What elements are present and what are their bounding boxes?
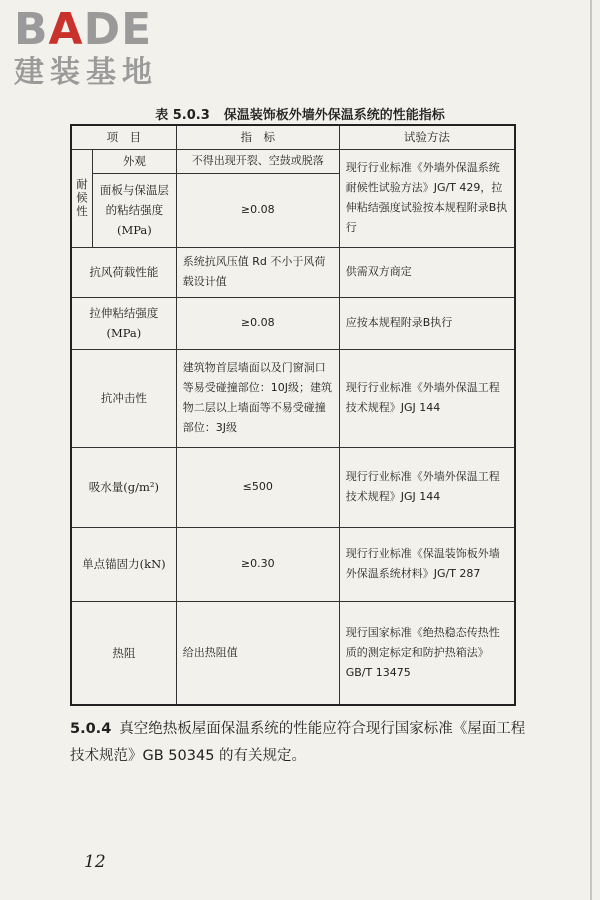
row-method: 现行行业标准《外墙外保温系统耐候性试验方法》JG/T 429，拉伸粘结强度试验按本规程附录B执行: [339, 149, 515, 247]
row-indicator: 建筑物首层墙面以及门窗洞口等易受碰撞部位：10J级；建筑物二层以上墙面等不易受碰撞部位：3J级: [176, 349, 339, 447]
row-method: 供需双方商定: [339, 247, 515, 297]
row-method: 现行行业标准《保温装饰板外墙外保温系统材料》JG/T 287: [339, 527, 515, 601]
row-method: 现行行业标准《外墙外保温工程技术规程》JGJ 144: [339, 349, 515, 447]
clause-text: 真空绝热板屋面保温系统的性能应符合现行国家标准《屋面工程技术规范》GB 50345 的有关规定。: [70, 721, 526, 764]
table-header-row: [71, 125, 515, 149]
row-item: 拉伸粘结强度(MPa): [71, 297, 176, 349]
row-method: 应按本规程附录B执行: [339, 297, 515, 349]
clause-number: 5.0.4: [70, 721, 112, 737]
table-caption: [0, 104, 600, 123]
row-item: 热阻: [71, 601, 176, 705]
row-item: 抗冲击性: [71, 349, 176, 447]
page-edge: [590, 0, 592, 900]
row-item: 单点锚固力(kN): [71, 527, 176, 601]
row-item: 面板与保温层的粘结强度(MPa): [93, 173, 177, 247]
row-indicator: ≥0.08: [176, 297, 339, 349]
table-row: [71, 149, 515, 173]
row-indicator: ≥0.08: [176, 173, 339, 247]
logo-subtitle: 建装基地: [14, 55, 158, 90]
row-indicator: 系统抗风压值 Rd 不小于风荷载设计值: [176, 247, 339, 297]
logo-wordmark: BADE: [14, 4, 153, 55]
page-number: 12: [84, 852, 106, 872]
row-item: 抗风荷载性能: [71, 247, 176, 297]
table-title: 保温装饰板外墙外保温系统的性能指标: [223, 108, 445, 123]
table-row: [71, 527, 515, 601]
table-row: [71, 349, 515, 447]
group-label-weathering: 耐候性: [71, 149, 93, 247]
table-row: [71, 297, 515, 349]
row-item: 吸水量(g/m²): [71, 447, 176, 527]
header-method: 试验方法: [339, 125, 515, 149]
row-indicator: ≥0.30: [176, 527, 339, 601]
table-row: [71, 601, 515, 705]
row-indicator: ≤500: [176, 447, 339, 527]
header-item: 项 目: [71, 125, 176, 149]
row-method: 现行行业标准《外墙外保温工程技术规程》JGJ 144: [339, 447, 515, 527]
row-item: 外观: [93, 149, 177, 173]
row-indicator: 不得出现开裂、空鼓或脱落: [176, 149, 339, 173]
row-indicator: 给出热阻值: [176, 601, 339, 705]
row-method: 现行国家标准《绝热稳态传热性质的测定标定和防护热箱法》GB/T 13475: [339, 601, 515, 705]
clause-5-0-4: [70, 716, 530, 770]
table-row: [71, 247, 515, 297]
table-number: 表 5.0.3: [155, 108, 210, 123]
table-row: [71, 447, 515, 527]
performance-table: [70, 124, 516, 706]
watermark-logo: [14, 6, 158, 92]
header-indicator: 指 标: [176, 125, 339, 149]
